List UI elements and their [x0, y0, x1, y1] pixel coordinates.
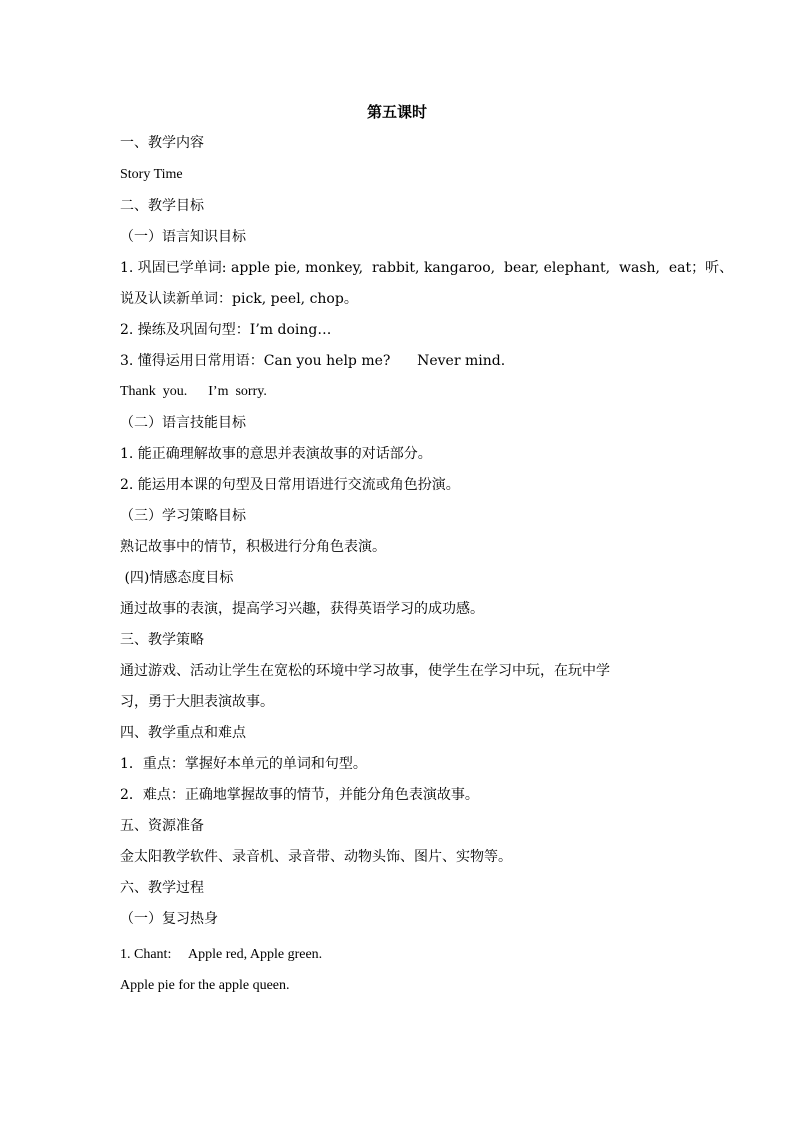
emotion-text: 通过故事的表演，提高学习兴趣，获得英语学习的成功感。 — [120, 601, 484, 617]
objective-item-2: 2. 操练及巩固句型：I’m doing… — [120, 322, 332, 338]
subheading-warm-up: （一）复习热身 — [120, 911, 218, 927]
objective-item-1b: 说及认读新单词：pick, peel, chop。 — [120, 291, 358, 307]
objective-item-1a: 1. 巩固已学单词: apple pie, monkey, rabbit, kangaroo, bear, elephant, wash, eat；听、 — [120, 260, 734, 276]
section-heading-objectives: 二、教学目标 — [120, 198, 204, 214]
teaching-strategy-text-a: 通过游戏、活动让学生在宽松的环境中学习故事，使学生在学习中玩，在玩中学 — [120, 663, 610, 679]
subheading-language-skills: （二）语言技能目标 — [120, 415, 246, 431]
strategy-text: 熟记故事中的情节，积极进行分角色表演。 — [120, 539, 386, 555]
objective-item-3b: Thank you. I’m sorry. — [120, 384, 267, 399]
section-heading-resources: 五、资源准备 — [120, 818, 204, 834]
key-point-item-2: 2．难点：正确地掌握故事的情节，并能分角色表演故事。 — [120, 787, 479, 803]
section-heading-strategy: 三、教学策略 — [120, 632, 204, 648]
lesson-title: 第五课时 — [366, 103, 427, 121]
skills-item-2: 2. 能运用本课的句型及日常用语进行交流或角色扮演。 — [120, 477, 460, 493]
skills-item-1: 1. 能正确理解故事的意思并表演故事的对话部分。 — [120, 446, 432, 462]
chant-line-1: 1. Chant: Apple red, Apple green. — [120, 947, 323, 962]
objective-item-3a: 3. 懂得运用日常用语：Can you help me? Never mind. — [120, 353, 506, 369]
section-heading-process: 六、教学过程 — [120, 880, 204, 896]
subheading-emotion-attitude: (四)情感态度目标 — [120, 570, 234, 586]
subheading-learning-strategy: （三）学习策略目标 — [120, 508, 246, 524]
content-text: Story Time — [120, 167, 183, 182]
key-point-item-1: 1．重点：掌握好本单元的单词和句型。 — [120, 756, 367, 772]
subheading-language-knowledge: （一）语言知识目标 — [120, 229, 246, 245]
teaching-strategy-text-b: 习，勇于大胆表演故事。 — [120, 694, 274, 710]
chant-line-2: Apple pie for the apple queen. — [120, 978, 290, 993]
resources-text: 金太阳教学软件、录音机、录音带、动物头饰、图片、实物等。 — [120, 849, 512, 865]
section-heading-key-points: 四、教学重点和难点 — [120, 725, 246, 741]
section-heading-content: 一、教学内容 — [120, 135, 204, 151]
